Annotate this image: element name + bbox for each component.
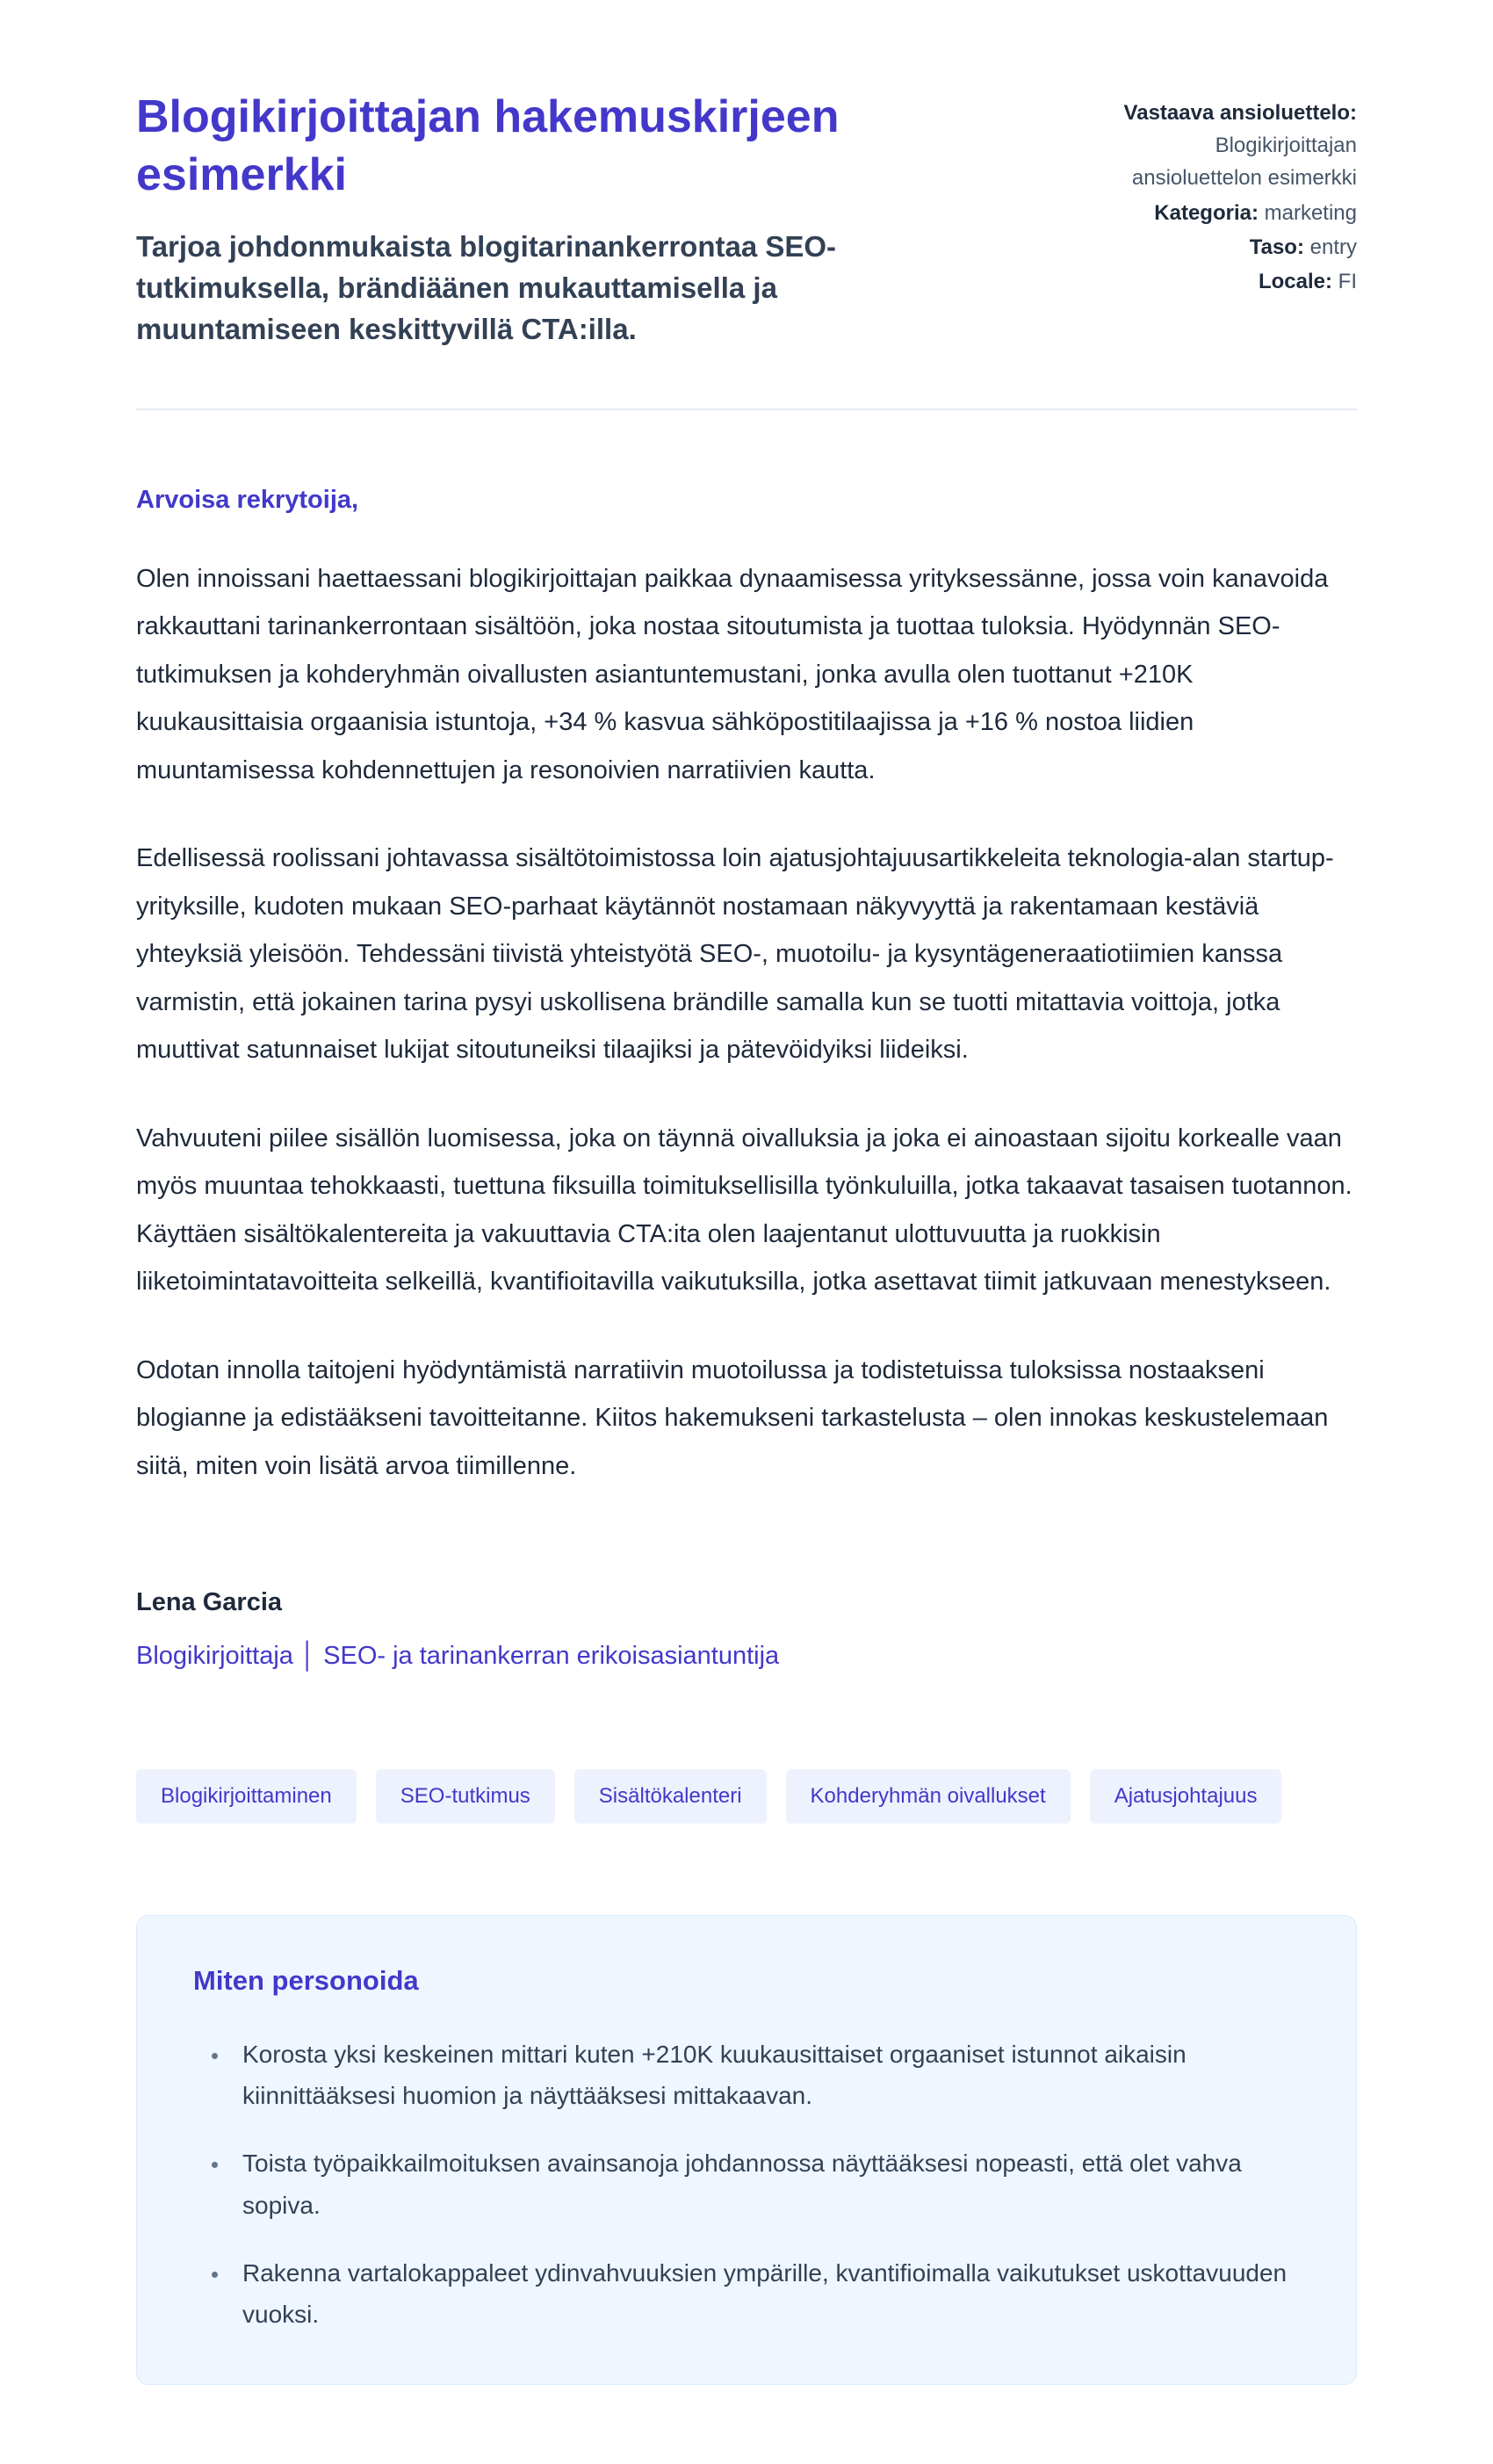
header-left [136, 88, 1023, 350]
tag-chip[interactable]: Sisältökalenteri [574, 1769, 767, 1824]
letter-salutation: Arvoisa rekrytoija, [136, 485, 359, 514]
tip-item: • Rakenna vartalokappaleet ydinvahvuuksien ympärille, kvantifioimalla vaikutukset uskottavuuden vuoksi. [230, 2252, 1300, 2335]
letter-paragraph: Vahvuuteni piilee sisällön luomisessa, joka on täynnä oivalluksia ja joka ei ainoastaan sijoitu korkealle vaan myös muuntaa tehokkaasti, tuettuna fiksuilla toimituksellisilla työnkuluilla, jotka takaavat tasaisen tuotannon. Käyttäen sisältökalentereita ja vakuuttavia CTA:ita olen laajentanut ulottuvuutta ja ruokkisin liiketoimintatavoitteita selkeillä, kvantifioitavilla vaikutuksilla, jotka asettavat tiimit jatkuvaan menestykseen. [136, 1124, 1352, 1297]
tip-item: • Toista työpaikkailmoituksen avainsanoja johdannossa näyttääksesi nopeasti, että olet vahva sopiva. [230, 2142, 1300, 2225]
tag-chip[interactable]: Blogikirjoittaminen [136, 1769, 357, 1824]
meta-category-label: Kategoria: [1154, 200, 1259, 225]
header [136, 88, 1357, 350]
cover-letter [136, 486, 1357, 1672]
header-divider [136, 408, 1357, 410]
tag-chip[interactable]: SEO-tutkimus [376, 1769, 555, 1824]
meta-level-label: Taso: [1249, 235, 1304, 259]
signature-role: Blogikirjoittaja │ SEO- ja tarinankerran erikoisasiantuntija [136, 1642, 780, 1671]
meta-level [1093, 231, 1357, 264]
meta-resume-label: Vastaava ansioluettelo: [1123, 101, 1357, 125]
meta-resume [1093, 97, 1357, 195]
letter-paragraph: Olen innoissani haettaessani blogikirjoittajan paikkaa dynaamisessa yrityksessänne, jossa voin kanavoida rakkauttani tarinankerrontaan sisältöön, joka nostaa sitoutumista ja tuottaa tuloksia. Hyödynnän SEO-tutkimuksen ja kohderyhmän oivallusten asiantuntemustani, jonka avulla olen tuottanut +210K kuukausittaisia orgaanisia istuntoja, +34 % kasvua sähköpostitilaajissa ja +16 % nostoa liidien muuntamisessa kohdennettujen ja resonoivien narratiivien kautta. [136, 564, 1329, 784]
meta-level-value: entry [1309, 235, 1357, 259]
tips-list [193, 2034, 1300, 2334]
tag-chip[interactable]: Kohderyhmän oivallukset [786, 1769, 1071, 1824]
meta-locale [1093, 265, 1357, 298]
signature-name: Lena Garcia [136, 1588, 283, 1617]
meta-resume-link[interactable]: Blogikirjoittajan ansioluettelon esimerkki [1131, 134, 1357, 191]
page-subtitle: Tarjoa johdonmukaista blogitarinankerrontaa SEO-tutkimuksella, brändiäänen mukauttamisella ja muuntamiseen keskittyvillä CTA:illa. [136, 230, 837, 345]
meta-category [1093, 197, 1357, 229]
letter-paragraph: Edellisessä roolissani johtavassa sisältötoimistossa loin ajatusjohtajuusartikkeleita teknologia-alan startup-yrityksille, kudoten mukaan SEO-parhaat käytännöt nostamaan näkyvyyttä ja rakentamaan kestäviä yhteyksiä yleisöön. Tehdessäni tiivistä yhteistyötä SEO-, muotoilu- ja kysyntägeneraatiotiimien kanssa varmistin, että jokainen tarina pysyi uskollisena brändille samalla kun se tuotti mitattavia voittoja, jotka muuttivat satunnaiset lukijat sitoutuneiksi tilaajiksi ja pätevöidyiksi liideiksi. [136, 844, 1334, 1065]
tips-title: Miten personoida [193, 1965, 419, 1997]
tag-list [136, 1769, 1357, 1824]
header-meta [1093, 88, 1357, 298]
meta-locale-label: Locale: [1258, 269, 1332, 293]
tag-chip[interactable]: Ajatusjohtajuus [1090, 1769, 1282, 1824]
tip-item: • Korosta yksi keskeinen mittari kuten +210K kuukausittaiset orgaaniset istunnot aikaisin kiinnittääksesi huomion ja näyttääksesi mittakaavan. [230, 2034, 1300, 2116]
meta-locale-value: FI [1338, 269, 1357, 293]
meta-category-value: marketing [1264, 200, 1357, 225]
page-title: Blogikirjoittajan hakemuskirjeen esimerkki [136, 91, 840, 201]
letter-paragraph: Odotan innolla taitojeni hyödyntämistä narratiivin muotoilussa ja todistetuissa tuloksissa nostaakseni blogianne ja edistääkseni tavoitteitanne. Kiitos hakemukseni tarkastelusta – olen innokas keskustelemaan siitä, miten voin lisätä arvoa tiimillenne. [136, 1355, 1329, 1480]
tips-box [136, 1915, 1357, 2384]
